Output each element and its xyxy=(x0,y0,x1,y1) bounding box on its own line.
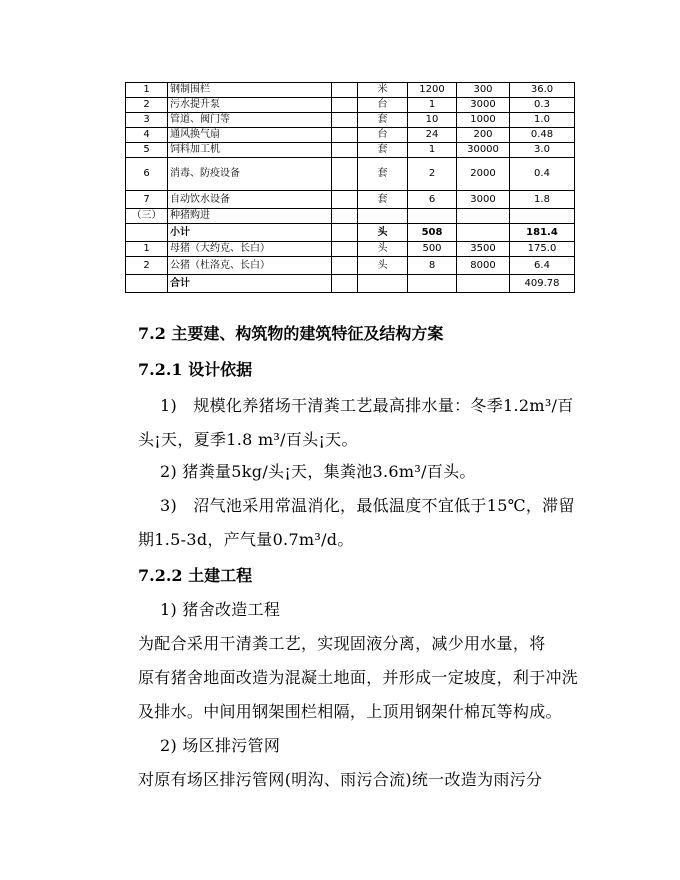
paragraph-line: 1) 规模化养猪场干清粪工艺最高排水量：冬季1.2m³/百 xyxy=(160,396,574,415)
item-name: 饲料加工机 xyxy=(168,143,332,158)
unit-cell xyxy=(358,275,408,293)
row-number: 2 xyxy=(126,98,168,113)
blank-cell xyxy=(332,191,358,209)
amount-cell: 0.48 xyxy=(510,128,575,143)
unit-cell: 头 xyxy=(358,257,408,275)
row-number: 1 xyxy=(126,242,168,257)
unit-price-cell: 30000 xyxy=(457,143,510,158)
subsection-heading: 2) 场区排污管网 xyxy=(160,736,281,755)
unit-cell: 台 xyxy=(358,128,408,143)
paragraph-line: 及排水。中间用钢架围栏相隔，上顶用钢架什棉瓦等构成。 xyxy=(138,702,562,721)
blank-cell xyxy=(332,209,358,224)
unit-cell: 套 xyxy=(358,113,408,128)
unit-price-cell: 200 xyxy=(457,128,510,143)
row-number: 1 xyxy=(126,83,168,98)
item-name: 自动饮水设备 xyxy=(168,191,332,209)
amount-cell: 175.0 xyxy=(510,242,575,257)
table-row xyxy=(126,113,575,128)
quantity-cell: 6 xyxy=(408,191,457,209)
unit-price-cell xyxy=(457,275,510,293)
amount-cell: 1.0 xyxy=(510,113,575,128)
table-row xyxy=(126,209,575,224)
equipment-cost-table xyxy=(125,82,575,293)
table-row xyxy=(126,83,575,98)
unit-cell: 头 xyxy=(358,224,408,242)
quantity-cell: 1 xyxy=(408,98,457,113)
table-row xyxy=(126,191,575,209)
row-number: 3 xyxy=(126,113,168,128)
paragraph-line: 头¡天，夏季1.8 m³/百头¡天。 xyxy=(138,430,358,449)
subsection-heading: 1) 猪舍改造工程 xyxy=(160,600,281,619)
quantity-cell: 8 xyxy=(408,257,457,275)
item-name: 公猪（杜洛克、长白） xyxy=(168,257,332,275)
amount-cell xyxy=(510,209,575,224)
paragraph-line: 对原有场区排污管网(明沟、雨污合流)统一改造为雨污分 xyxy=(138,770,543,789)
unit-price-cell: 300 xyxy=(457,83,510,98)
paragraph-line: 原有猪舍地面改造为混凝土地面，并形成一定坡度，利于冲洗 xyxy=(138,668,579,687)
item-name: 管道、阀门等 xyxy=(168,113,332,128)
section-heading-7-2: 7.2 主要建、构筑物的建筑特征及结构方案 xyxy=(138,324,444,343)
item-name: 污水提升泵 xyxy=(168,98,332,113)
table-row xyxy=(126,143,575,158)
unit-cell xyxy=(358,209,408,224)
paragraph-line: 期1.5-3d，产气量0.7m³/d。 xyxy=(138,530,354,549)
item-name: 小计 xyxy=(168,224,332,242)
table-row xyxy=(126,275,575,293)
row-number: 2 xyxy=(126,257,168,275)
blank-cell xyxy=(332,242,358,257)
amount-cell: 3.0 xyxy=(510,143,575,158)
unit-cell: 头 xyxy=(358,242,408,257)
unit-price-cell: 3500 xyxy=(457,242,510,257)
amount-cell: 409.78 xyxy=(510,275,575,293)
blank-cell xyxy=(332,158,358,191)
blank-cell xyxy=(332,98,358,113)
blank-cell xyxy=(332,143,358,158)
amount-cell: 1.8 xyxy=(510,191,575,209)
row-number xyxy=(126,275,168,293)
unit-cell: 套 xyxy=(358,158,408,191)
table-row xyxy=(126,158,575,191)
quantity-cell xyxy=(408,275,457,293)
row-number: （三） xyxy=(126,209,168,224)
unit-price-cell xyxy=(457,209,510,224)
unit-price-cell: 8000 xyxy=(457,257,510,275)
row-number: 5 xyxy=(126,143,168,158)
unit-cell: 米 xyxy=(358,83,408,98)
unit-cell: 套 xyxy=(358,143,408,158)
quantity-cell: 500 xyxy=(408,242,457,257)
item-name: 消毒、防疫设备 xyxy=(168,158,332,191)
row-number: 6 xyxy=(126,158,168,191)
item-name: 母猪（大约克、长白） xyxy=(168,242,332,257)
row-number: 4 xyxy=(126,128,168,143)
quantity-cell: 2 xyxy=(408,158,457,191)
unit-cell: 套 xyxy=(358,191,408,209)
paragraph-line: 为配合采用干清粪工艺，实现固液分离，减少用水量，将 xyxy=(138,634,546,653)
quantity-cell xyxy=(408,209,457,224)
amount-cell: 0.4 xyxy=(510,158,575,191)
quantity-cell: 10 xyxy=(408,113,457,128)
unit-price-cell: 3000 xyxy=(457,191,510,209)
blank-cell xyxy=(332,257,358,275)
unit-price-cell: 2000 xyxy=(457,158,510,191)
section-heading-7-2-2: 7.2.2 土建工程 xyxy=(138,566,253,585)
table-row xyxy=(126,224,575,242)
paragraph-line: 2) 猪粪量5kg/头¡天，集粪池3.6m³/百头。 xyxy=(160,462,476,481)
quantity-cell: 24 xyxy=(408,128,457,143)
amount-cell: 36.0 xyxy=(510,83,575,98)
paragraph-line: 3) 沼气池采用常温消化，最低温度不宜低于15℃，滞留 xyxy=(160,496,575,515)
row-number: 7 xyxy=(126,191,168,209)
quantity-cell: 1 xyxy=(408,143,457,158)
blank-cell xyxy=(332,275,358,293)
quantity-cell: 1200 xyxy=(408,83,457,98)
table-row xyxy=(126,257,575,275)
blank-cell xyxy=(332,83,358,98)
item-name: 合计 xyxy=(168,275,332,293)
table-row xyxy=(126,242,575,257)
unit-price-cell: 1000 xyxy=(457,113,510,128)
row-number xyxy=(126,224,168,242)
blank-cell xyxy=(332,128,358,143)
amount-cell: 6.4 xyxy=(510,257,575,275)
item-name: 钢制围栏 xyxy=(168,83,332,98)
section-heading-7-2-1: 7.2.1 设计依据 xyxy=(138,360,253,379)
blank-cell xyxy=(332,113,358,128)
amount-cell: 0.3 xyxy=(510,98,575,113)
table-row xyxy=(126,128,575,143)
unit-cell: 台 xyxy=(358,98,408,113)
item-name: 通风换气扇 xyxy=(168,128,332,143)
table-row xyxy=(126,98,575,113)
item-name: 种猪购进 xyxy=(168,209,332,224)
unit-price-cell: 3000 xyxy=(457,98,510,113)
amount-cell: 181.4 xyxy=(510,224,575,242)
quantity-cell: 508 xyxy=(408,224,457,242)
unit-price-cell xyxy=(457,224,510,242)
blank-cell xyxy=(332,224,358,242)
